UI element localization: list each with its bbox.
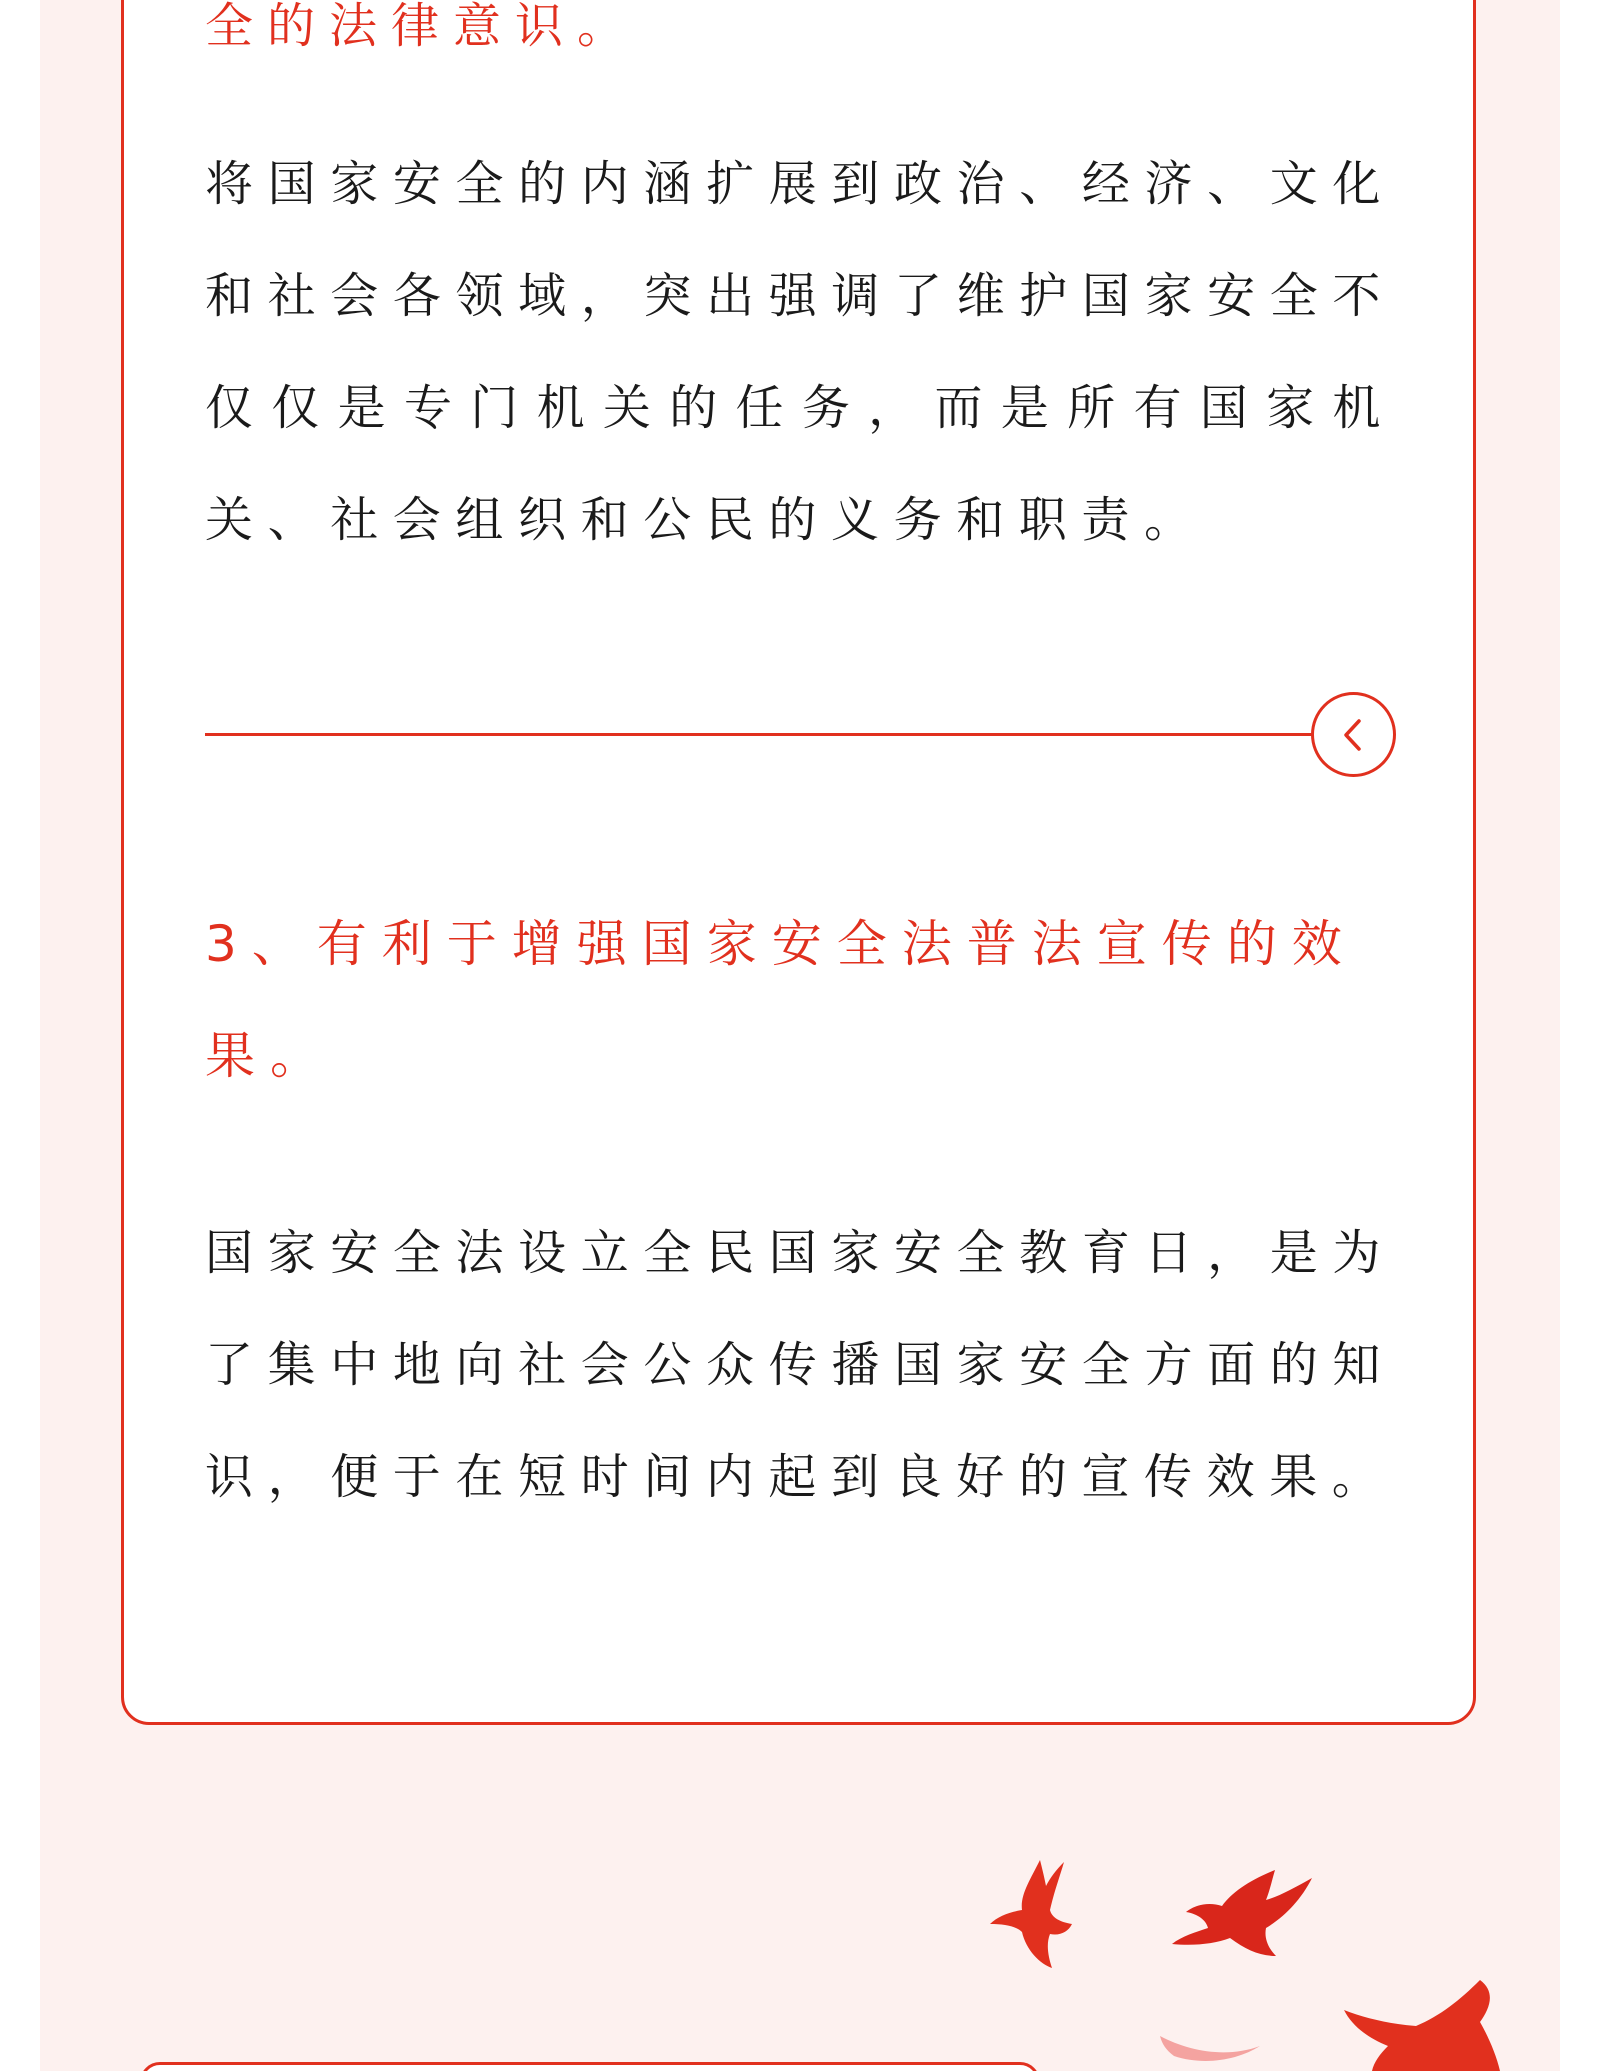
section-divider <box>205 733 1317 736</box>
back-button[interactable] <box>1311 692 1396 777</box>
paragraph-education-day: 国家安全法设立全民国家安全教育日，是为了集中地向社会公众传播国家安全方面的知识，便于在短时间内起到良好的宣传效果。 <box>205 1225 1395 1505</box>
dove-icon <box>990 1860 1072 1968</box>
dove-icon <box>1172 1870 1312 1956</box>
section-heading-3: 3、有利于增强国家安全法普法宣传的效果。 <box>205 915 1357 1085</box>
dove-icon <box>1160 2036 1260 2061</box>
dove-decoration <box>960 1840 1520 2071</box>
next-card-top-edge <box>140 2062 1040 2071</box>
previous-text-fragment: 全的法律意识。 <box>205 0 640 54</box>
dove-icon <box>1344 1980 1500 2071</box>
paragraph-scope: 将国家安全的内涵扩展到政治、经济、文化和社会各领域，突出强调了维护国家安全不仅仅是专门机关的任务，而是所有国家机关、社会组织和公民的义务和职责。 <box>205 156 1395 548</box>
chevron-left-icon <box>1334 715 1374 755</box>
